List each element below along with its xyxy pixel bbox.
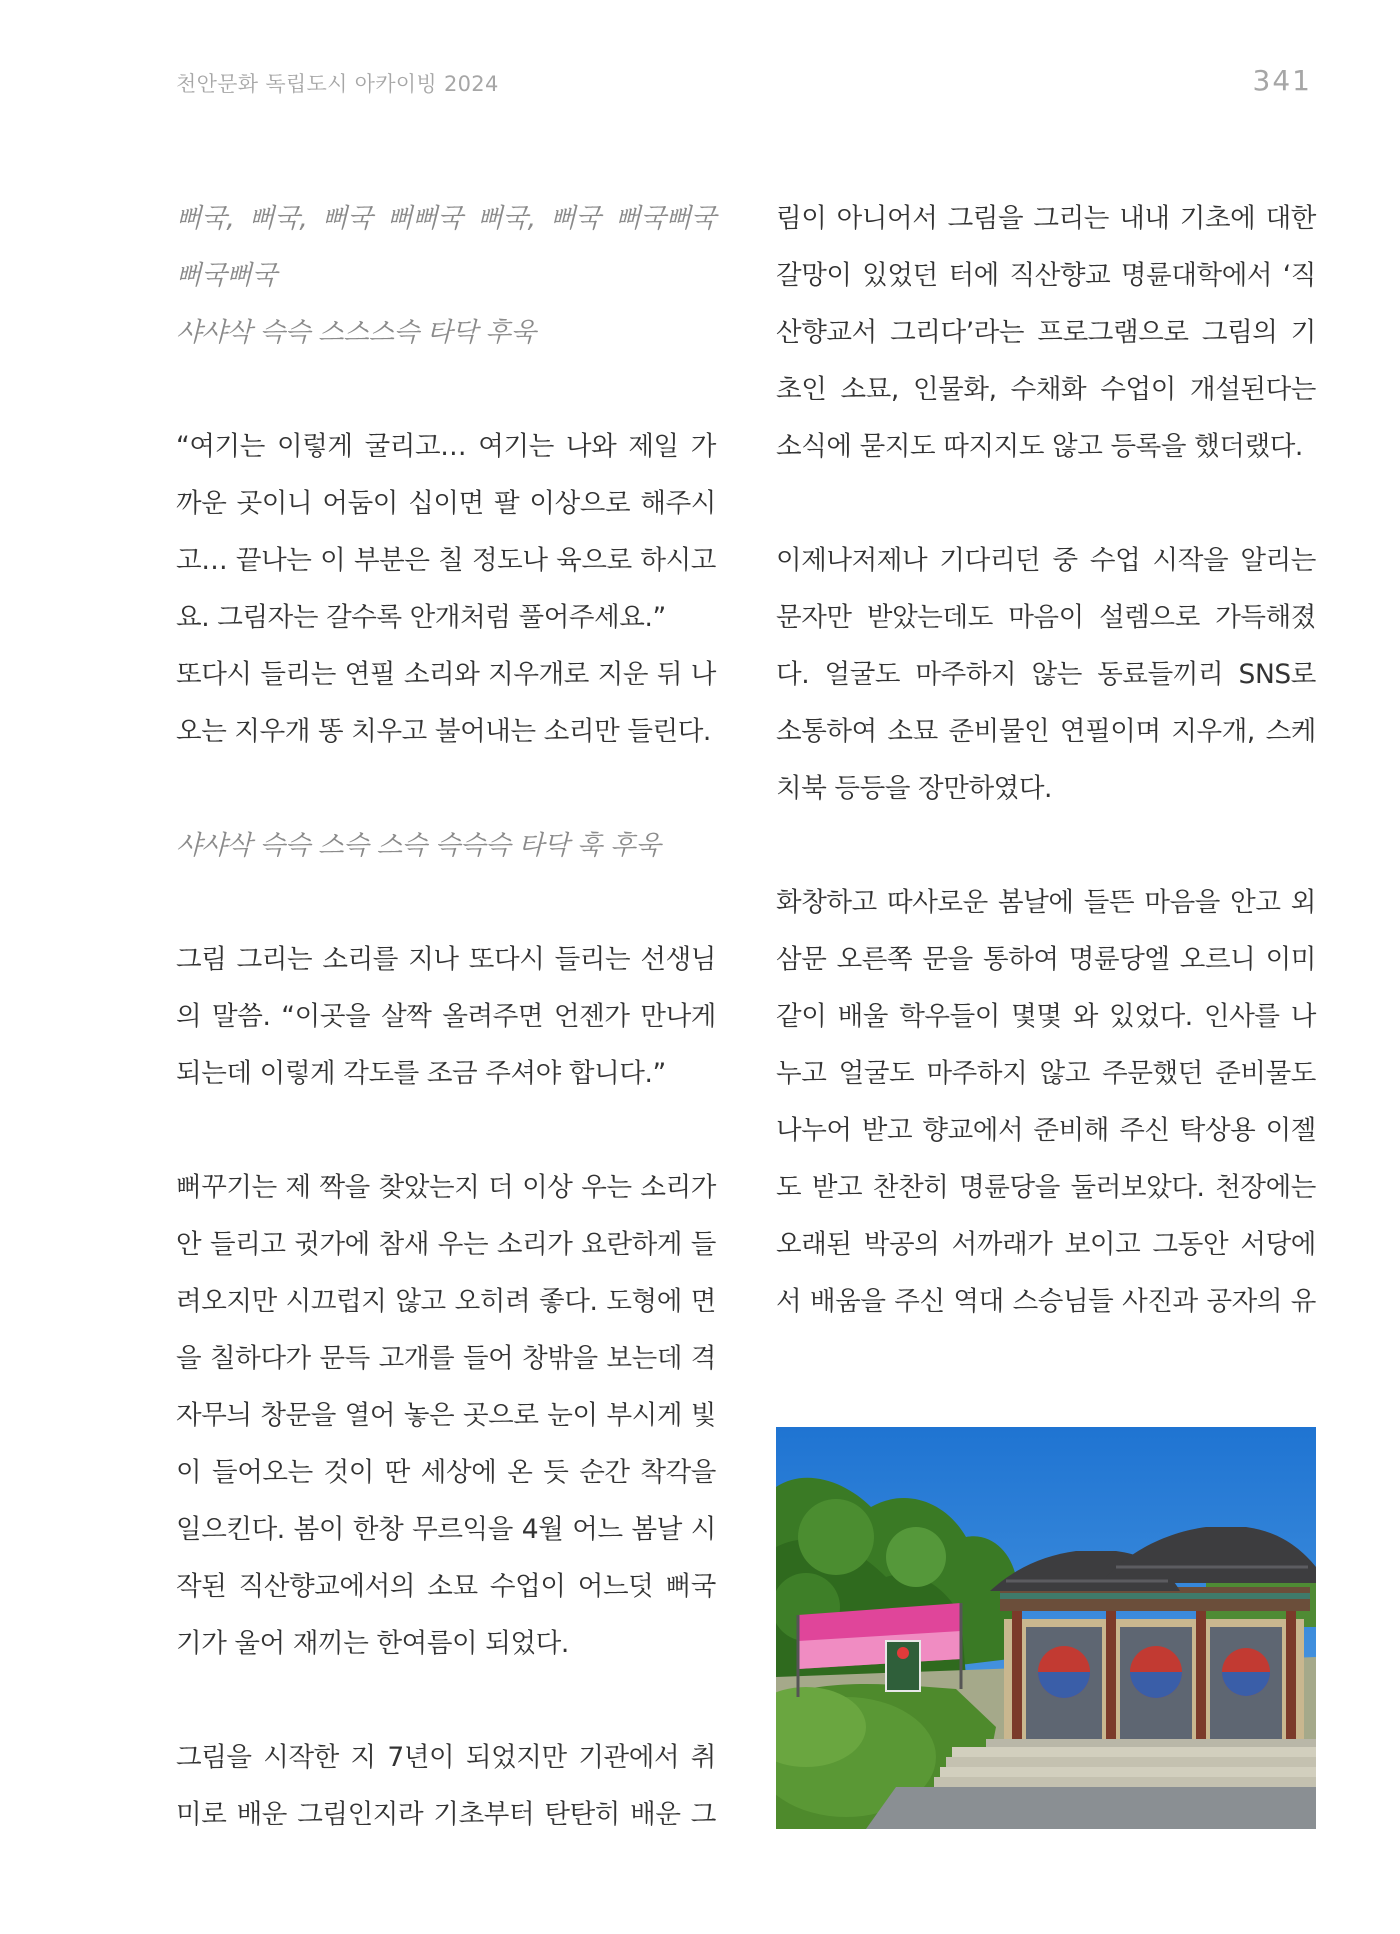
body-line: 의 말씀. “이곳을 살짝 올려주면 언젠가 만나게 (176, 1001, 716, 1032)
body-line: 소식에 묻지도 따지지도 않고 등록을 했더랬다. (776, 431, 1303, 462)
body-line: 려오지만 시끄럽지 않고 오히려 좋다. 도형에 면 (176, 1286, 716, 1317)
body-line: 초인 소묘, 인물화, 수채화 수업이 개설된다는 (776, 374, 1316, 405)
sound-line: 뻐국뻐국 (176, 260, 277, 291)
body-line: 갈망이 있었던 터에 직산향교 명륜대학에서 ‘직 (776, 260, 1316, 291)
body-line: 누고 얼굴도 마주하지 않고 주문했던 준비물도 (776, 1058, 1316, 1089)
page-number: 341 (1252, 64, 1312, 97)
body-line: 다. 얼굴도 마주하지 않는 동료들끼리 SNS로 (776, 659, 1316, 690)
body-line: 림이 아니어서 그림을 그리는 내내 기초에 대한 (776, 203, 1316, 234)
body-line: 요. 그림자는 갈수록 안개처럼 풀어주세요.” (176, 602, 666, 633)
body-line: 화창하고 따사로운 봄날에 들뜬 마음을 안고 외 (776, 887, 1316, 918)
body-line: 그림을 시작한 지 7년이 되었지만 기관에서 취 (176, 1742, 716, 1773)
body-line: 되는데 이렇게 각도를 조금 주셔야 합니다.” (176, 1058, 666, 1089)
left-column (176, 190, 716, 1843)
body-line: 산향교서 그리다’라는 프로그램으로 그림의 기 (776, 317, 1316, 348)
body-line: 또다시 들리는 연필 소리와 지우개로 지운 뒤 나 (176, 659, 716, 690)
body-line: “여기는 이렇게 굴리고… 여기는 나와 제일 가 (176, 431, 716, 462)
running-title: 천안문화 독립도시 아카이빙 2024 (176, 72, 499, 96)
hyanggyo-gate-photo (776, 1427, 1316, 1829)
sound-line: 샤샤삭 슥슥 스슥 스슥 슥슥슥 타닥 훅 후욱 (176, 830, 661, 861)
body-line: 까운 곳이니 어둠이 십이면 팔 이상으로 해주시 (176, 488, 716, 519)
body-line: 작된 직산향교에서의 소묘 수업이 어느덧 뻐국 (176, 1571, 716, 1602)
body-line: 일으킨다. 봄이 한창 무르익을 4월 어느 봄날 시 (176, 1514, 716, 1545)
body-line: 이 들어오는 것이 딴 세상에 온 듯 순간 착각을 (176, 1457, 716, 1488)
body-line: 나누어 받고 향교에서 준비해 주신 탁상용 이젤 (776, 1115, 1316, 1146)
body-line: 그림 그리는 소리를 지나 또다시 들리는 선생님 (176, 944, 716, 975)
body-line: 오래된 박공의 서까래가 보이고 그동안 서당에 (776, 1229, 1316, 1260)
body-line: 문자만 받았는데도 마음이 설렘으로 가득해졌 (776, 602, 1316, 633)
photo-hyanggyo-gate-icon (776, 1427, 1316, 1829)
body-line: 치북 등등을 장만하였다. (776, 773, 1053, 804)
body-line: 도 받고 찬찬히 명륜당을 둘러보았다. 천장에는 (776, 1172, 1316, 1203)
body-line: 고… 끝나는 이 부분은 칠 정도나 육으로 하시고 (176, 545, 716, 576)
right-column (776, 190, 1316, 1330)
body-line: 뻐꾸기는 제 짝을 찾았는지 더 이상 우는 소리가 (176, 1172, 716, 1203)
body-line: 자무늬 창문을 열어 놓은 곳으로 눈이 부시게 빛 (176, 1400, 716, 1431)
body-line: 이제나저제나 기다리던 중 수업 시작을 알리는 (776, 545, 1316, 576)
body-line: 서 배움을 주신 역대 스승님들 사진과 공자의 유 (776, 1286, 1316, 1317)
body-line: 기가 울어 재끼는 한여름이 되었다. (176, 1628, 569, 1659)
sound-line: 뻐국, 뻐국, 뻐국 뻐뻐국 뻐국, 뻐국 뻐국뻐국 (176, 203, 716, 234)
body-line: 소통하여 소묘 준비물인 연필이며 지우개, 스케 (776, 716, 1316, 747)
body-line: 삼문 오른쪽 문을 통하여 명륜당엘 오르니 이미 (776, 944, 1316, 975)
body-line: 오는 지우개 똥 치우고 불어내는 소리만 들린다. (176, 716, 711, 747)
body-line: 안 들리고 귓가에 참새 우는 소리가 요란하게 들 (176, 1229, 716, 1260)
body-line: 을 칠하다가 문득 고개를 들어 창밖을 보는데 격 (176, 1343, 716, 1374)
body-line: 같이 배울 학우들이 몇몇 와 있었다. 인사를 나 (776, 1001, 1316, 1032)
sound-line: 샤샤삭 슥슥 스스스슥 타닥 후욱 (176, 317, 536, 348)
body-line: 미로 배운 그림인지라 기초부터 탄탄히 배운 그 (176, 1799, 716, 1830)
